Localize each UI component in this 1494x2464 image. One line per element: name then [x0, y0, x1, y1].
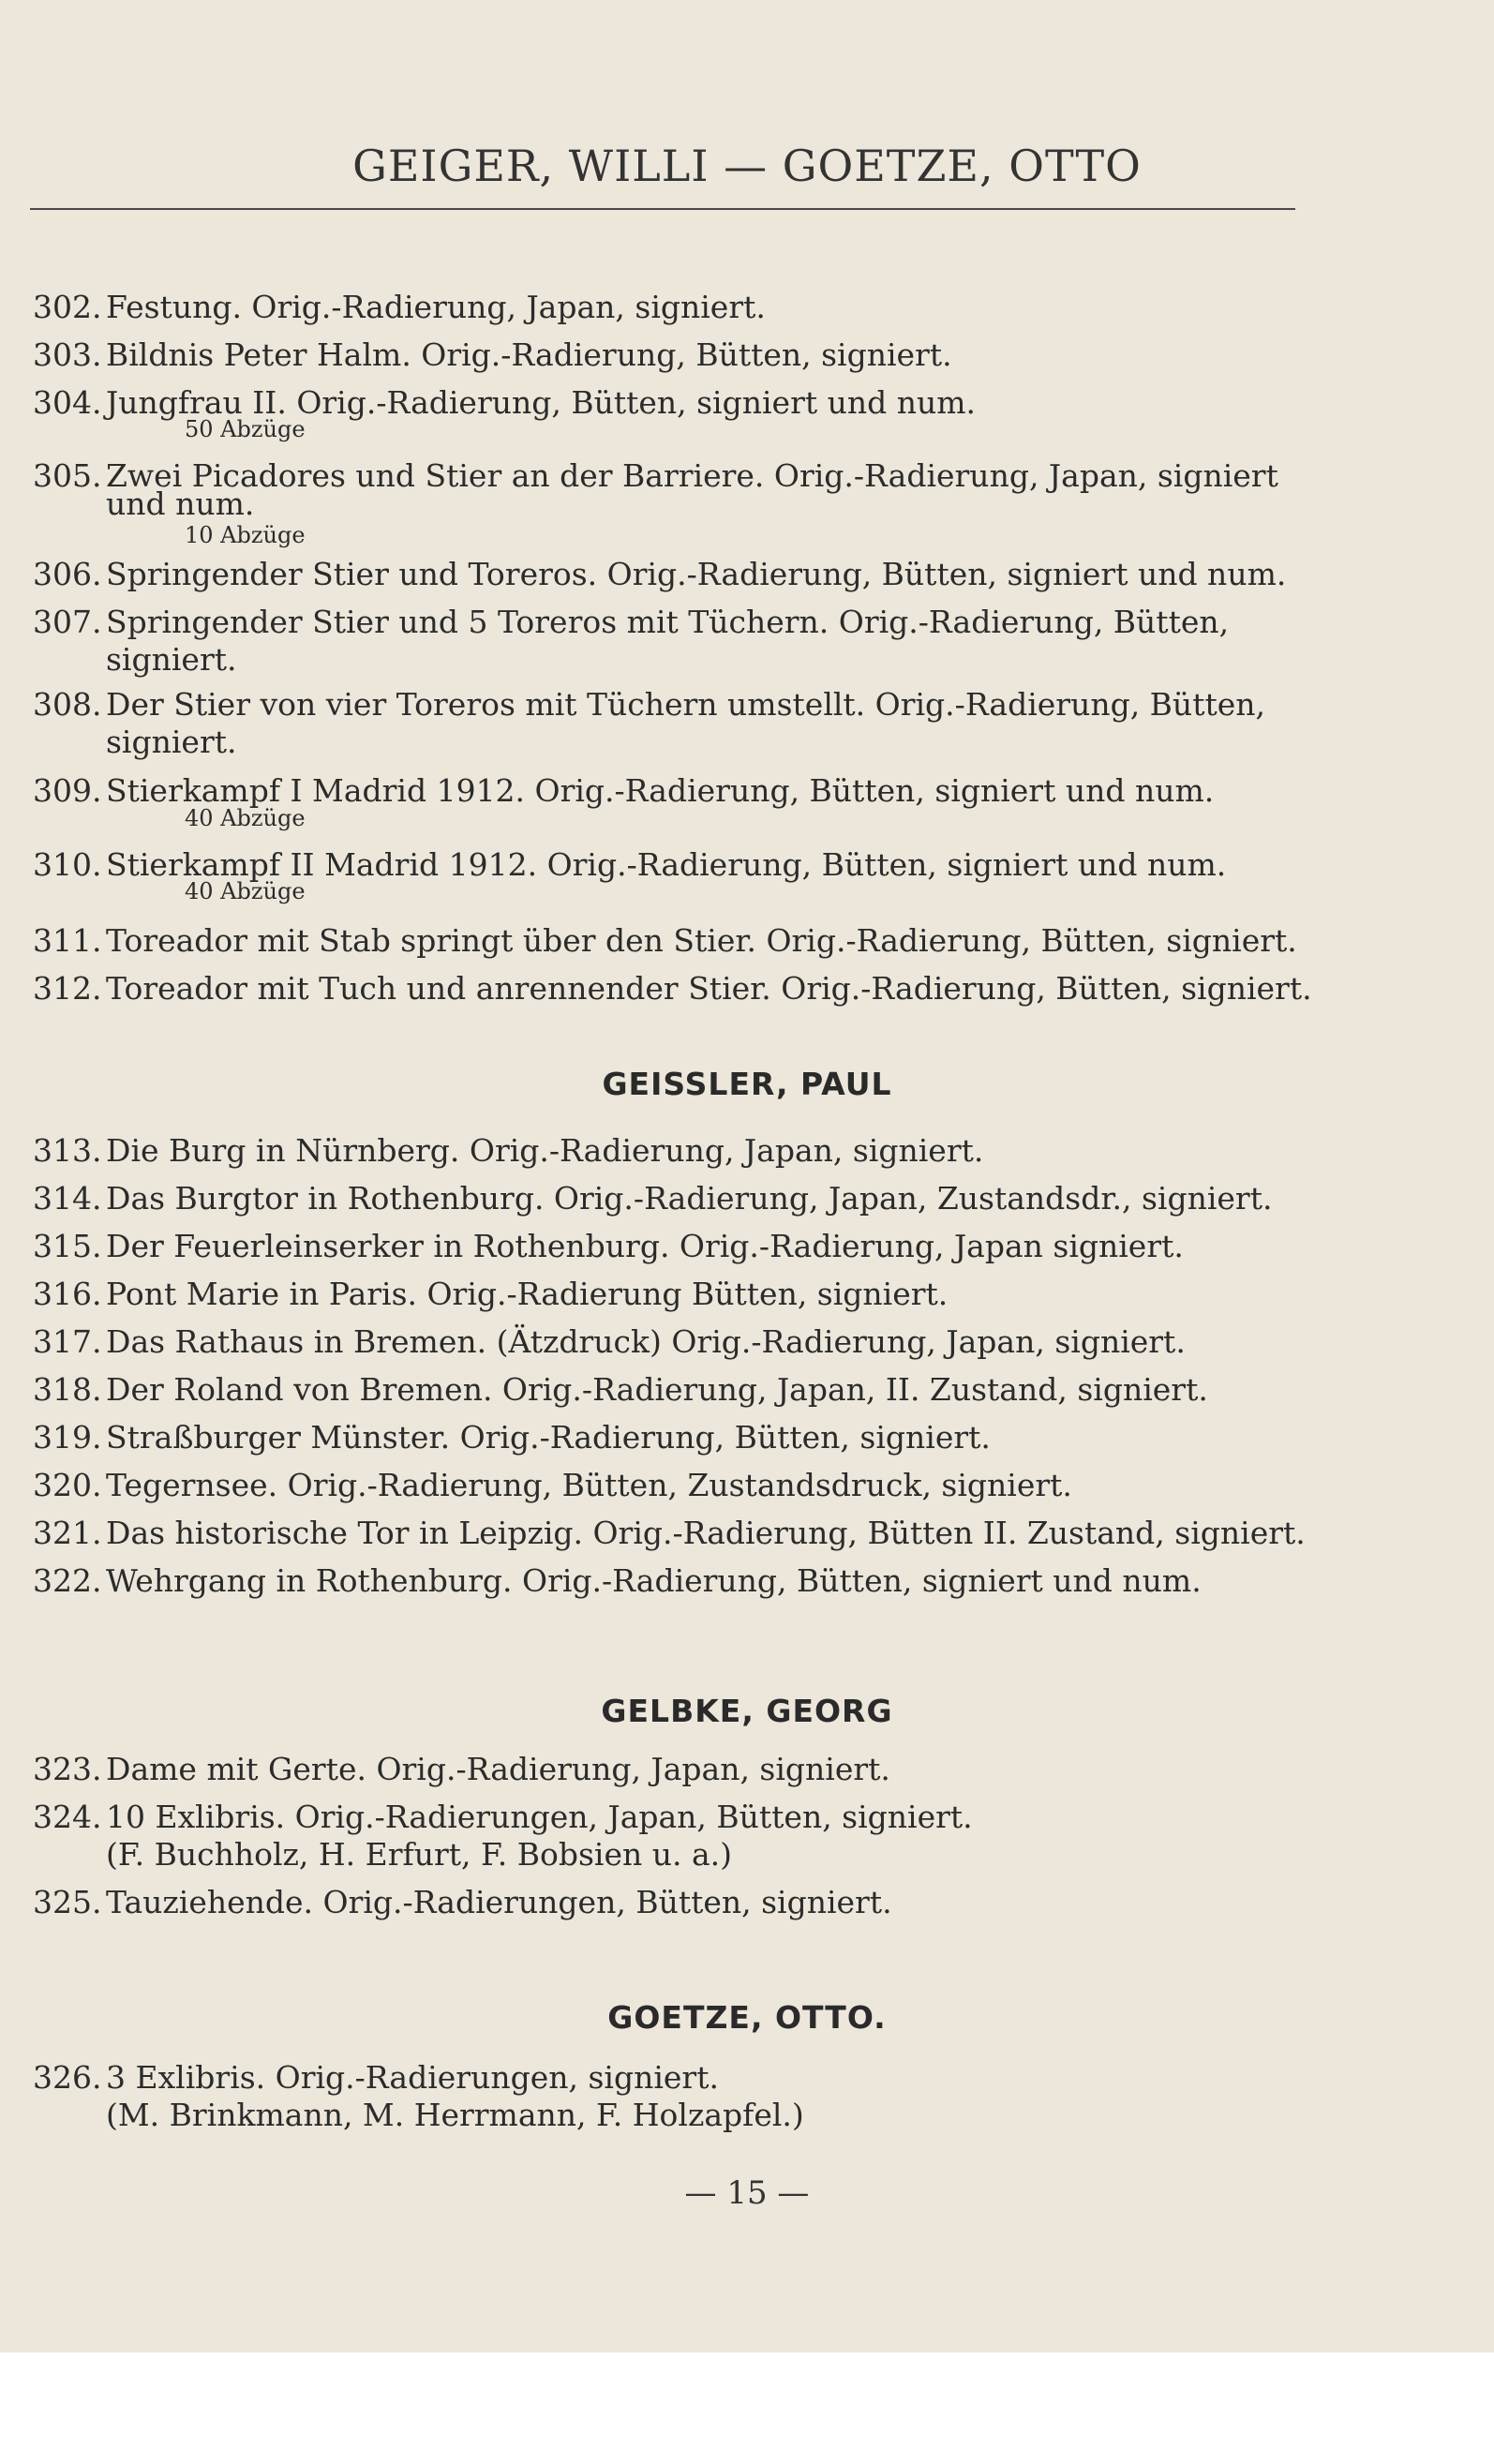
entry-text: Festung. Orig.-Radierung, Japan, signiert.	[106, 289, 766, 325]
entry-number: 318.	[33, 1371, 102, 1408]
entry-number: 322.	[33, 1562, 102, 1599]
entry-number: 310.	[33, 846, 102, 883]
entry-number: 313.	[33, 1132, 102, 1169]
entry-text: Tegernsee. Orig.-Radierung, Bütten, Zustandsdruck, signiert.	[106, 1467, 1072, 1503]
entry-text: Wehrgang in Rothenburg. Orig.-Radierung, Bütten, signiert und num.	[106, 1562, 1202, 1599]
entry-number: 321.	[33, 1515, 102, 1551]
edition-note: 40 Abzüge	[185, 805, 306, 831]
entry-number: 308.	[33, 686, 102, 723]
entry-number: 317.	[33, 1323, 102, 1360]
entry-number: 306.	[33, 556, 102, 592]
header-rule	[30, 208, 1295, 210]
entry-number: 323.	[33, 1751, 102, 1787]
entry-text: Toreador mit Tuch und anrennender Stier. Orig.-Radierung, Bütten, signiert.	[106, 970, 1312, 1007]
viewer-footer	[0, 2352, 1494, 2464]
entry-text: Das Rathaus in Bremen. (Ätzdruck) Orig.-Radierung, Japan, signiert.	[106, 1323, 1186, 1360]
page-number: — 15 —	[684, 2174, 810, 2212]
entry-text: Dame mit Gerte. Orig.-Radierung, Japan, signiert.	[106, 1751, 890, 1787]
entry-number: 320.	[33, 1467, 102, 1503]
entry-number: 319.	[33, 1419, 102, 1456]
entry-text: 10 Exlibris. Orig.-Radierungen, Japan, Bütten, signiert.	[106, 1799, 973, 1835]
section-title-gelbke: GELBKE, GEORG	[601, 1693, 893, 1729]
section-title-goetze: GOETZE, OTTO.	[607, 1999, 887, 2036]
entry-number: 307.	[33, 604, 102, 640]
entry-number: 325.	[33, 1884, 102, 1920]
entry-text: Das historische Tor in Leipzig. Orig.-Radierung, Bütten II. Zustand, signiert.	[106, 1515, 1306, 1551]
entry-number: 311.	[33, 922, 102, 959]
entry-text: Tauziehende. Orig.-Radierungen, Bütten, signiert.	[106, 1884, 892, 1920]
entry-text: Pont Marie in Paris. Orig.-Radierung Bütten, signiert.	[106, 1276, 949, 1312]
entry-continuation: (F. Buchholz, H. Erfurt, F. Bobsien u. a.)	[106, 1836, 733, 1873]
entry-number: 312.	[33, 970, 102, 1007]
entry-text: Zwei Picadores und Stier an der Barriere. Orig.-Radierung, Japan, signiert	[106, 457, 1278, 494]
entry-number: 326.	[33, 2059, 102, 2096]
entry-text: Springender Stier und Toreros. Orig.-Radierung, Bütten, signiert und num.	[106, 556, 1287, 592]
entry-continuation: und num.	[106, 485, 255, 522]
edition-note: 10 Abzüge	[185, 522, 306, 548]
entry-text: Toreador mit Stab springt über den Stier. Orig.-Radierung, Bütten, signiert.	[106, 922, 1297, 959]
entry-text: Der Stier von vier Toreros mit Tüchern umstellt. Orig.-Radierung, Bütten,	[106, 686, 1265, 723]
entry-text: Stierkampf II Madrid 1912. Orig.-Radierung, Bütten, signiert und num.	[106, 846, 1227, 883]
edition-note: 50 Abzüge	[185, 416, 306, 442]
entry-number: 324.	[33, 1799, 102, 1835]
edition-note: 40 Abzüge	[185, 878, 306, 904]
entry-number: 302.	[33, 289, 102, 325]
entry-continuation: signiert.	[106, 724, 237, 760]
entry-continuation: signiert.	[106, 641, 237, 678]
entry-text: Straßburger Münster. Orig.-Radierung, Bütten, signiert.	[106, 1419, 991, 1456]
entry-text: Der Roland von Bremen. Orig.-Radierung, Japan, II. Zustand, signiert.	[106, 1371, 1208, 1408]
entry-number: 314.	[33, 1180, 102, 1217]
entry-text: Bildnis Peter Halm. Orig.-Radierung, Bütten, signiert.	[106, 336, 952, 373]
entry-text: Die Burg in Nürnberg. Orig.-Radierung, Japan, signiert.	[106, 1132, 984, 1169]
entry-text: Der Feuerleinserker in Rothenburg. Orig.-Radierung, Japan signiert.	[106, 1228, 1184, 1264]
entry-number: 304.	[33, 384, 102, 421]
entry-text: 3 Exlibris. Orig.-Radierungen, signiert.	[106, 2059, 719, 2096]
section-title-geissler: GEISSLER, PAUL	[602, 1066, 892, 1102]
entry-number: 309.	[33, 772, 102, 809]
entry-continuation: (M. Brinkmann, M. Herrmann, F. Holzapfel.)	[106, 2097, 804, 2133]
entry-number: 315.	[33, 1228, 102, 1264]
entry-number: 316.	[33, 1276, 102, 1312]
entry-text: Jungfrau II. Orig.-Radierung, Bütten, signiert und num.	[106, 384, 977, 421]
entry-text: Das Burgtor in Rothenburg. Orig.-Radierung, Japan, Zustandsdr., signiert.	[106, 1180, 1273, 1217]
entry-number: 303.	[33, 336, 102, 373]
entry-number: 305.	[33, 457, 102, 494]
entry-text: Springender Stier und 5 Toreros mit Tüchern. Orig.-Radierung, Bütten,	[106, 604, 1230, 640]
entry-text: Stierkampf I Madrid 1912. Orig.-Radierung, Bütten, signiert und num.	[106, 772, 1215, 809]
running-head: GEIGER, WILLI — GOETZE, OTTO	[352, 141, 1142, 191]
